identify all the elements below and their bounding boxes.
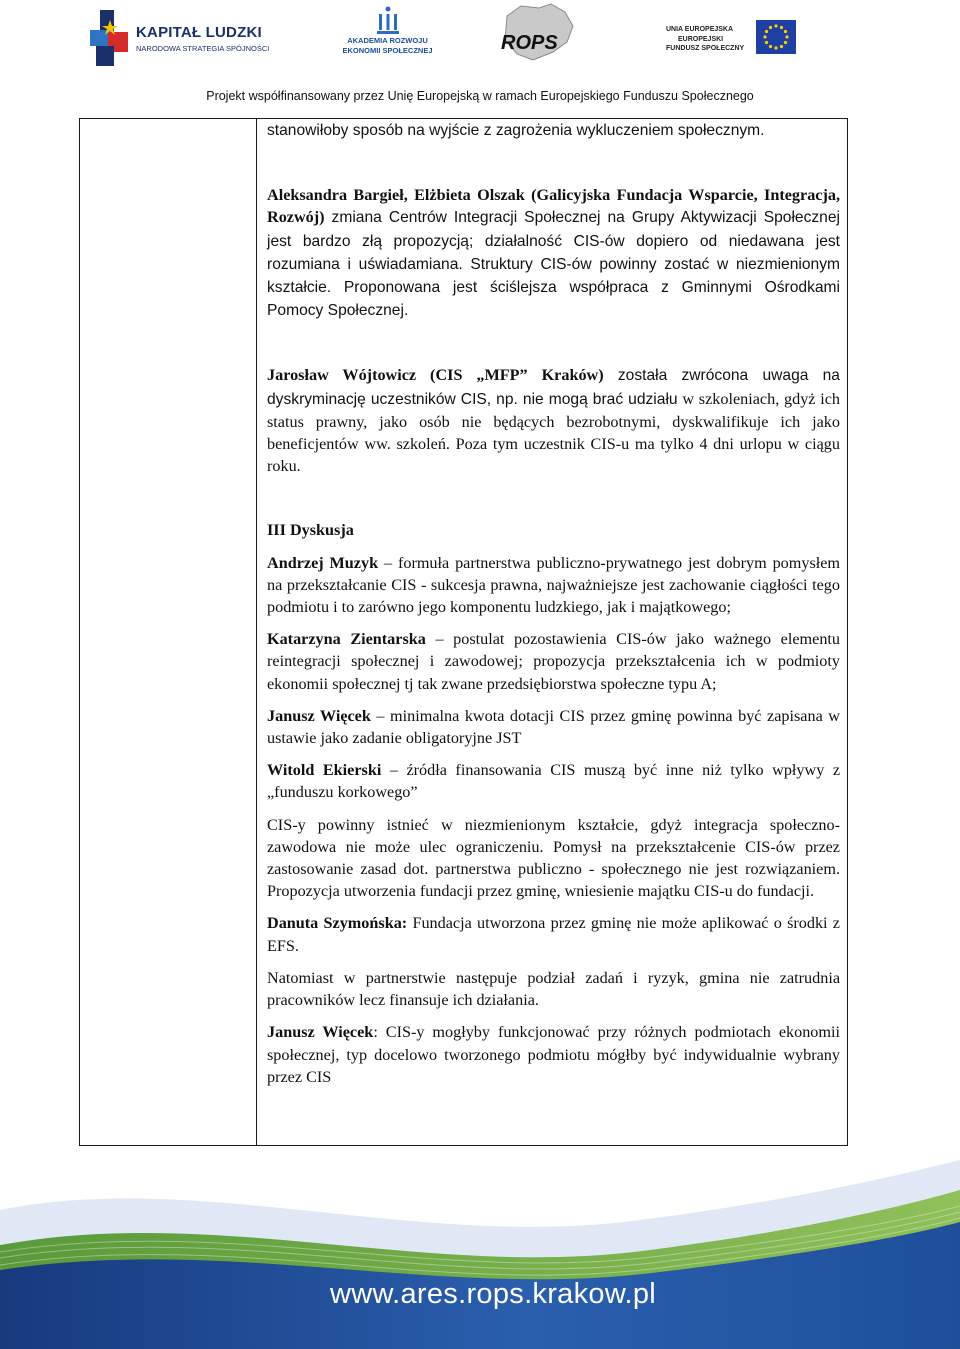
- dash: –: [378, 553, 393, 572]
- discussion-partnership: Natomiast w partnerstwie następuje podział zadań i ryzyk, gmina nie zatrudnia pracowników lecz finansuje ich działania.: [267, 968, 840, 1010]
- paragraph-wojtowicz: [267, 364, 840, 477]
- discussion-cis-statement: CIS-y powinny istnieć w niezmienionym kształcie, gdyż integracja społeczno-zawodowa nie może ulec ograniczeniu. Pomysł na przekształcenie CIS-ów przez zastosowanie zasad dot. partnerstwa publiczno - społecznego nie jest rozwiązaniem. Propozycja utworzenia fundacji przez gminę, wniesienie majątku CIS-u do fundacji.: [267, 815, 840, 901]
- kapital-ludzki-subtitle: NARODOWA STRATEGIA SPÓJNOŚCI: [136, 44, 270, 53]
- cofinancing-note: Projekt współfinansowany przez Unię Europejską w ramach Europejskiego Funduszu Społecznego: [206, 89, 754, 103]
- speaker-name: Katarzyna Zientarska: [267, 630, 426, 649]
- paragraph-bargiel-olszak: [267, 184, 840, 322]
- akademia-line1: AKADEMIA ROZWOJU: [347, 36, 428, 45]
- eu-flag-icon: [756, 20, 796, 54]
- paragraph-continuation: stanowiłoby sposób na wyjście z zagrożenia wykluczeniem społecznym.: [267, 122, 765, 139]
- paragraph-text-cont: w szkoleniach, gdyż ich status prawny, jako osób nie będących bezrobotnymi, dyskwalifikuje ich jako beneficjentów ww. szkoleń. Poza tym uczestnik CIS-u ma tylko 4 dni urlopu w ciągu roku.: [267, 389, 841, 476]
- paragraph-text: minimalna kwota dotacji CIS przez gminę powinna być zapisana w ustawie jako zadanie obligatoryjne JST: [267, 706, 840, 748]
- paragraph-text: postulat pozostawienia CIS-ów jako ważnego elementu reintegracji społecznej i zawodowej; propozycja przekształcenia ich w podmioty ekonomii społecznej tj tak zwane przedsiębiorstwa społeczne typu A;: [267, 630, 841, 693]
- akademia-rozwoju-logo: [335, 6, 440, 58]
- akademia-columns-icon: [377, 6, 399, 34]
- speaker-name: Andrzej Muzyk: [267, 553, 379, 572]
- discussion-wiecek-1: [267, 705, 840, 749]
- ue-line2: EUROPEJSKI: [678, 36, 724, 43]
- rops-logo: [497, 2, 577, 64]
- discussion-szymonska: [267, 912, 840, 956]
- kapital-ludzki-emblem-icon: [90, 10, 130, 68]
- speaker-name: Janusz Więcek: [267, 706, 371, 725]
- footer-wave-graphic: [0, 1150, 960, 1349]
- paragraph-text: Fundacja utworzona przez gminę nie może aplikować o środki z EFS.: [267, 914, 840, 955]
- speaker-name: Jarosław Wójtowicz (CIS „MFP” Kraków): [267, 366, 604, 385]
- dash: –: [425, 630, 444, 649]
- kapital-ludzki-title: KAPITAŁ LUDZKI: [136, 24, 262, 41]
- kapital-ludzki-logo: [90, 10, 270, 70]
- dash: –: [370, 706, 385, 725]
- akademia-line2: EKONOMII SPOŁECZNEJ: [342, 46, 433, 55]
- website-url: www.ares.rops.krakow.pl: [330, 1278, 657, 1310]
- speaker-name: Aleksandra Bargieł, Elżbieta Olszak (Galicyjska Fundacja Wsparcie, Integracja, Rozwój): [267, 186, 840, 227]
- speaker-name: Witold Ekierski: [267, 761, 382, 780]
- discussion-zientarska: [267, 628, 840, 695]
- paragraph-text: została zwrócona uwaga na dyskryminację uczestników CIS, np. nie mogą brać udziału: [267, 367, 840, 408]
- unia-europejska-logo: [654, 14, 799, 66]
- discussion-ekierski: [267, 759, 840, 803]
- paragraph-text: formuła partnerstwa publiczno-prywatnego jest dobrym pomysłem na przekształcanie CIS - sukcesja prawna, najważniejsze jest zachowanie ciągłości tego podmiotu i to zarówno jego komponentu ludzkiego, jak i majątkowego;: [267, 553, 841, 617]
- discussion-muzyk: [267, 552, 840, 619]
- page-header: [0, 0, 960, 110]
- paragraph-text: źródła finansowania CIS muszą być inne niż tylko wpływy z „funduszu korkowego”: [267, 761, 841, 802]
- speaker-name: Janusz Więcek: [267, 1023, 374, 1042]
- ue-line1: UNIA EUROPEJSKA: [666, 26, 734, 33]
- discussion-wiecek-2: [267, 1021, 840, 1088]
- page-footer: [0, 1150, 960, 1349]
- speaker-name: Danuta Szymońska:: [267, 914, 408, 933]
- section-heading-dyskusja: III Dyskusja: [267, 521, 354, 540]
- table-column-divider: [256, 118, 257, 1146]
- paragraph-text: : CIS-y mogłyby funkcjonować przy różnych podmiotach ekonomii społecznej, typ docelowo tworzonego podmiotu mógłby być indywidualnie wybrany przez CIS: [267, 1023, 840, 1086]
- rops-wordmark: ROPS: [501, 32, 558, 54]
- main-content: [267, 118, 840, 1088]
- dash: –: [381, 761, 398, 780]
- ue-line3: FUNDUSZ SPOŁECZNY: [666, 45, 745, 52]
- paragraph-text: zmiana Centrów Integracji Społecznej na Grupy Aktywizacji Społecznej jest bardzo złą propozycją; działalność CIS-ów dopiero od niedawana jest rozumiana i uświadamiana. Struktury CIS-ów powinny zostać w niezmienionym kształcie. Proponowana jest ściślejsza współpraca z Gminnymi Ośrodkami Pomocy Społecznej.: [267, 209, 840, 320]
